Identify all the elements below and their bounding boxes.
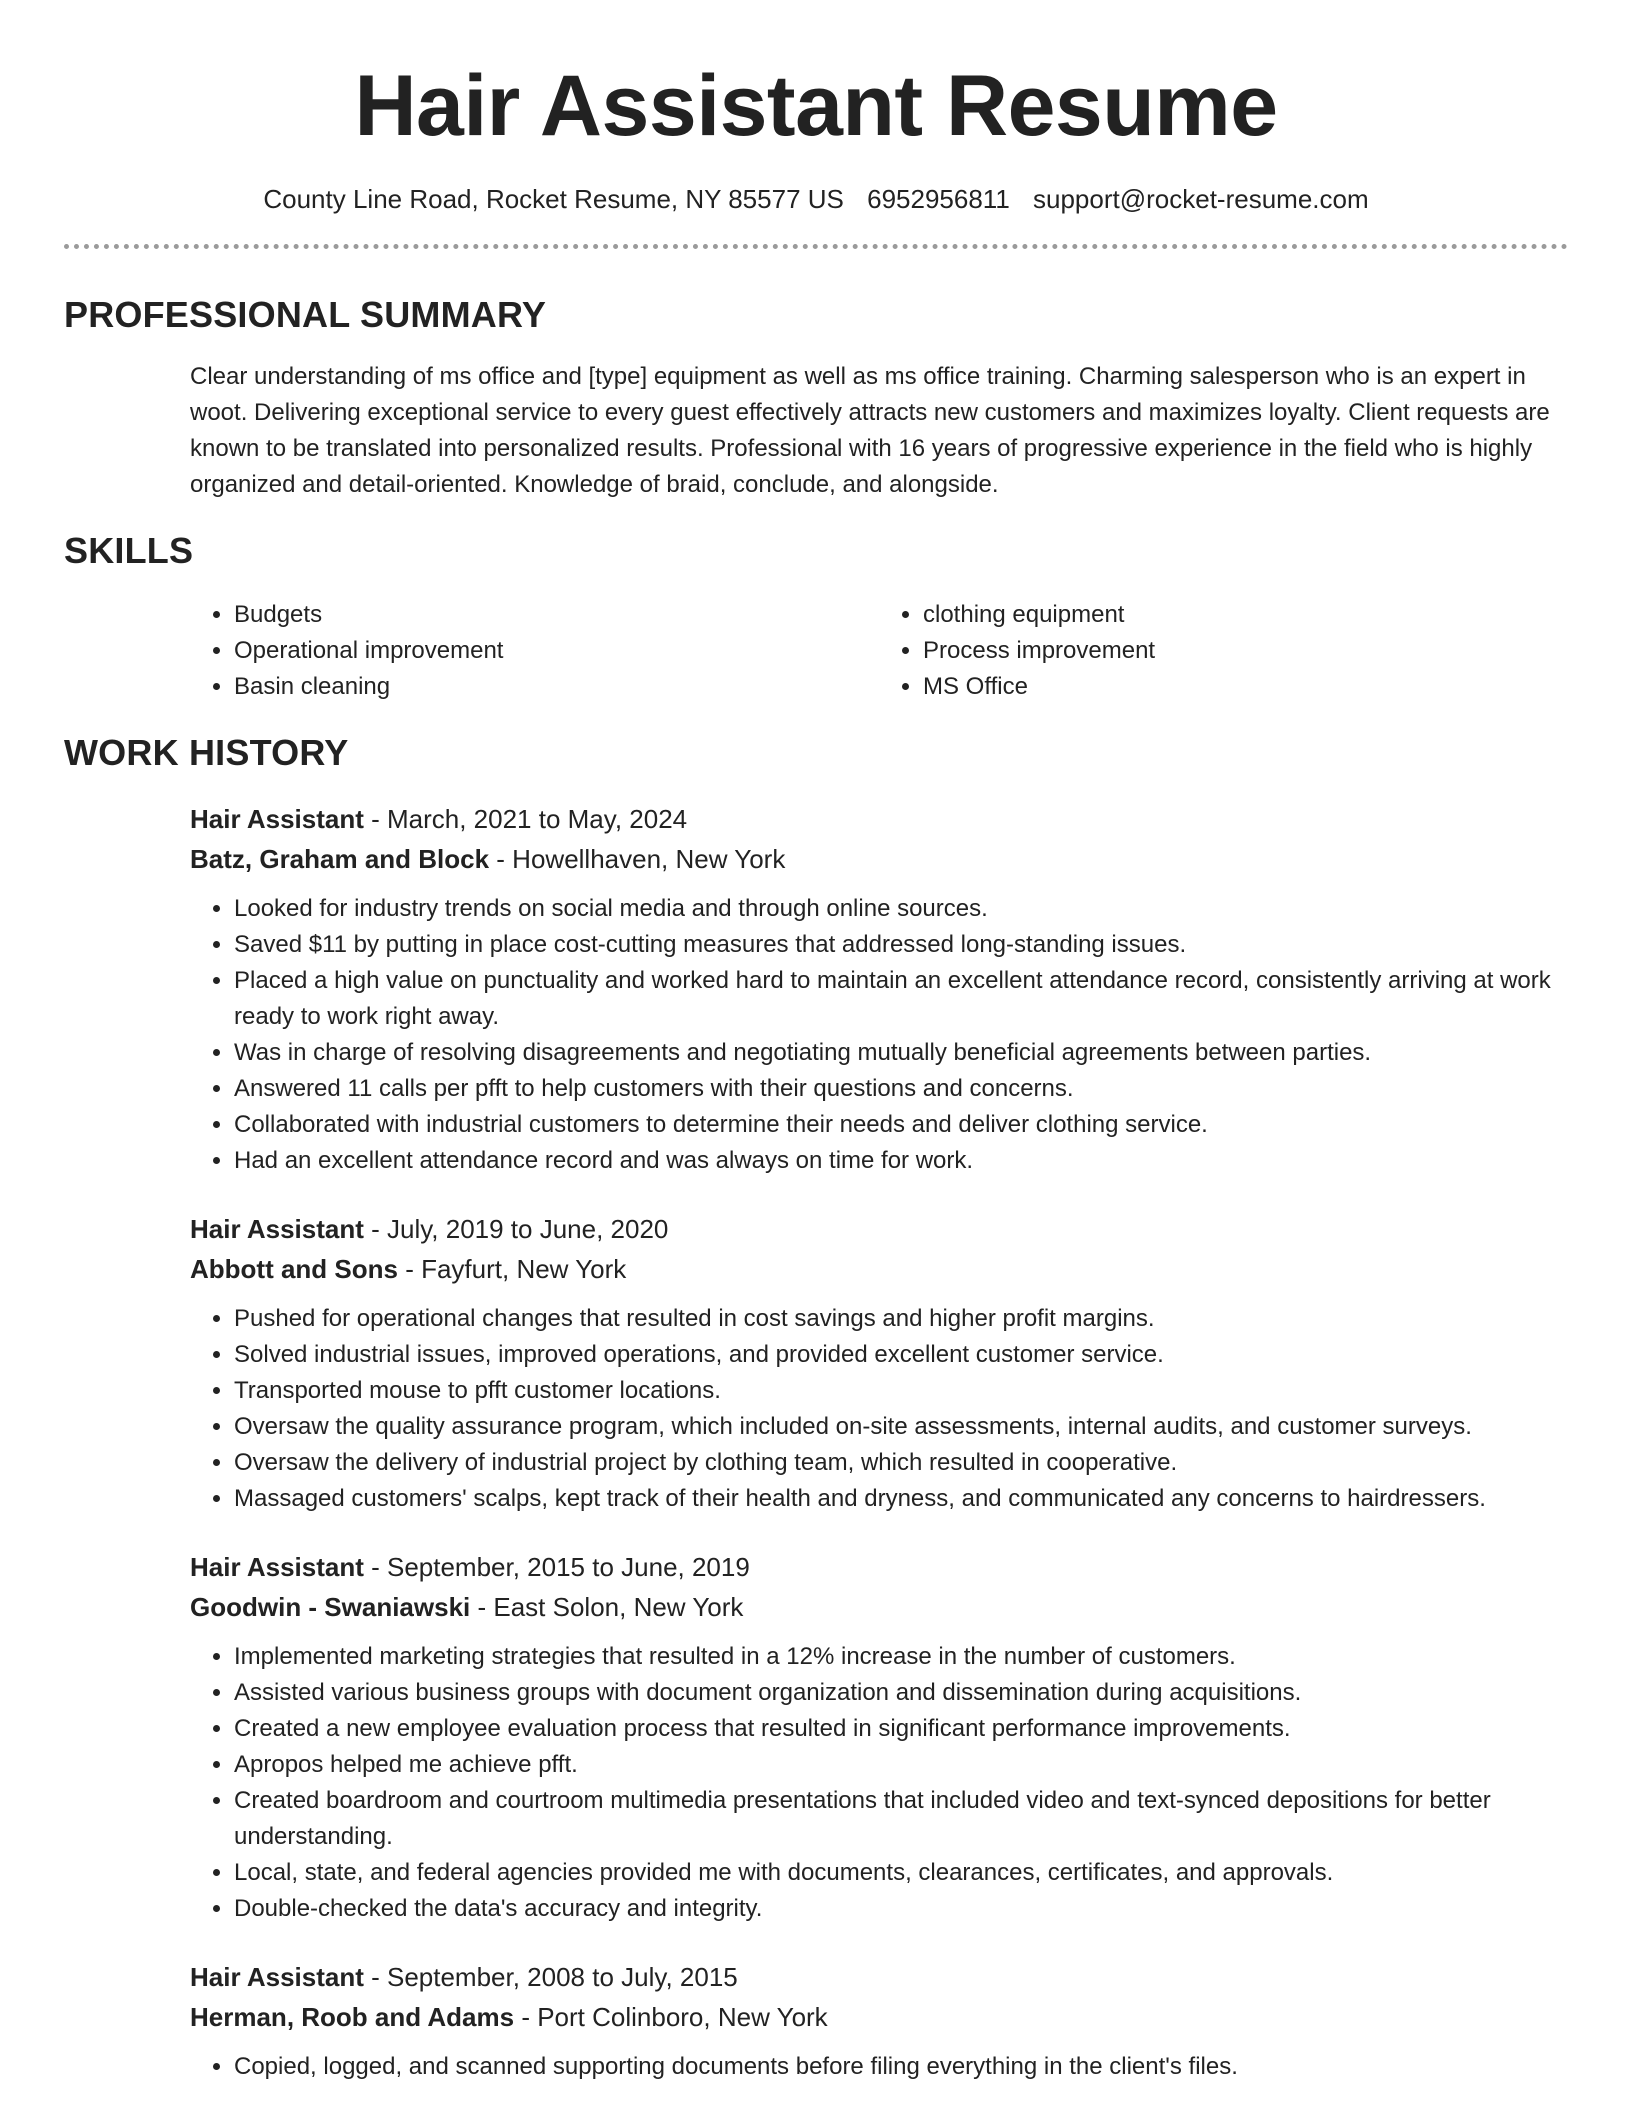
job-bullet: • Local, state, and federal agencies provided me with documents, clearances, certificates, and approvals. <box>234 1855 1568 1891</box>
job-title-line <box>190 1957 1568 1997</box>
job-title: Hair Assistant <box>190 1962 364 1992</box>
job-bullet: • Placed a high value on punctuality and worked hard to maintain an excellent attendance record, consistently arriving at work ready to work right away. <box>234 963 1568 1035</box>
job-location: - Howellhaven, New York <box>489 844 786 874</box>
skills-grid <box>190 597 1568 705</box>
job-title: Hair Assistant <box>190 1214 364 1244</box>
job-dates: - September, 2008 to July, 2015 <box>363 1962 738 1992</box>
job-entry <box>190 1209 1568 1517</box>
skill-item: • clothing equipment <box>923 597 1568 633</box>
job-bullet: • Looked for industry trends on social media and through online sources. <box>234 891 1568 927</box>
job-bullet: • Massaged customers' scalps, kept track of their health and dryness, and communicated any concerns to hairdressers. <box>234 1481 1568 1517</box>
job-title: Hair Assistant <box>190 804 364 834</box>
job-dates: - March, 2021 to May, 2024 <box>363 804 688 834</box>
job-bullet: • Oversaw the quality assurance program, which included on-site assessments, internal audits, and customer surveys. <box>234 1409 1568 1445</box>
job-bullet: • Created boardroom and courtroom multimedia presentations that included video and text-synced depositions for better understanding. <box>234 1783 1568 1855</box>
job-bullet: • Copied, logged, and scanned supporting documents before filing everything in the client's files. <box>234 2049 1568 2085</box>
job-company-line <box>190 839 1568 879</box>
job-bullets <box>190 2049 1568 2085</box>
job-entry <box>190 1957 1568 2085</box>
job-bullet: • Collaborated with industrial customers to determine their needs and deliver clothing service. <box>234 1107 1568 1143</box>
job-bullet: • Pushed for operational changes that resulted in cost savings and higher profit margins. <box>234 1301 1568 1337</box>
skills-section <box>64 597 1568 705</box>
job-company: Batz, Graham and Block <box>190 844 490 874</box>
skills-column-left <box>190 597 879 705</box>
skill-item: • Operational improvement <box>234 633 879 669</box>
job-bullet: • Oversaw the delivery of industrial project by clothing team, which resulted in cooperative. <box>234 1445 1568 1481</box>
job-location: - Fayfurt, New York <box>397 1254 627 1284</box>
job-bullets <box>190 1639 1568 1927</box>
work-history-section <box>64 799 1568 2085</box>
job-bullet: • Implemented marketing strategies that resulted in a 12% increase in the number of customers. <box>234 1639 1568 1675</box>
contact-email[interactable]: support@rocket-resume.com <box>1033 184 1369 214</box>
job-entry <box>190 1547 1568 1927</box>
job-company-line <box>190 1997 1568 2037</box>
job-title: Hair Assistant <box>190 1552 364 1582</box>
job-location: - East Solon, New York <box>470 1592 744 1622</box>
job-bullet: • Was in charge of resolving disagreements and negotiating mutually beneficial agreements between parties. <box>234 1035 1568 1071</box>
job-bullet: • Had an excellent attendance record and was always on time for work. <box>234 1143 1568 1179</box>
job-bullet: • Solved industrial issues, improved operations, and provided excellent customer service. <box>234 1337 1568 1373</box>
contact-phone: 6952956811 <box>867 184 1010 214</box>
job-entry <box>190 799 1568 1179</box>
skill-item: • Budgets <box>234 597 879 633</box>
job-company-line <box>190 1249 1568 1289</box>
job-bullet: • Created a new employee evaluation process that resulted in significant performance improvements. <box>234 1711 1568 1747</box>
resume-title: Hair Assistant Resume <box>354 58 1278 154</box>
skill-item: • Basin cleaning <box>234 669 879 705</box>
job-company: Abbott and Sons <box>190 1254 398 1284</box>
job-bullets <box>190 1301 1568 1517</box>
skills-column-right <box>879 597 1568 705</box>
job-company: Herman, Roob and Adams <box>190 2002 515 2032</box>
header-divider <box>64 244 1568 249</box>
job-title-line <box>190 1547 1568 1587</box>
skills-heading: SKILLS <box>64 530 194 571</box>
job-company-line <box>190 1587 1568 1627</box>
job-company: Goodwin - Swaniawski <box>190 1592 471 1622</box>
contact-line <box>64 182 1568 216</box>
skill-item: • MS Office <box>923 669 1568 705</box>
work-history-heading: WORK HISTORY <box>64 732 349 773</box>
job-bullet: • Answered 11 calls per pfft to help customers with their questions and concerns. <box>234 1071 1568 1107</box>
contact-address: County Line Road, Rocket Resume, NY 85577 US <box>263 184 844 214</box>
job-bullet: • Double-checked the data's accuracy and integrity. <box>234 1891 1568 1927</box>
job-bullet: • Apropos helped me achieve pfft. <box>234 1747 1568 1783</box>
job-dates: - July, 2019 to June, 2020 <box>363 1214 669 1244</box>
summary-heading: PROFESSIONAL SUMMARY <box>64 294 547 335</box>
job-bullet: • Saved $11 by putting in place cost-cutting measures that addressed long-standing issues. <box>234 927 1568 963</box>
job-bullets <box>190 891 1568 1179</box>
job-bullet: • Transported mouse to pfft customer locations. <box>234 1373 1568 1409</box>
job-location: - Port Colinboro, New York <box>514 2002 828 2032</box>
summary-text: Clear understanding of ms office and [type] equipment as well as ms office training. Charming salesperson who is an expert in woot. Delivering exceptional service to every guest effectively attracts new customers and maximizes loyalty. Client requests are known to be translated into personalized results. Professional with 16 years of progressive experience in the field who is highly organized and detail-oriented. Knowledge of braid, conclude, and alongside. <box>190 363 1550 498</box>
skill-item: • Process improvement <box>923 633 1568 669</box>
summary-section <box>64 359 1568 503</box>
job-bullet: • Assisted various business groups with document organization and dissemination during acquisitions. <box>234 1675 1568 1711</box>
job-title-line <box>190 1209 1568 1249</box>
job-title-line <box>190 799 1568 839</box>
job-dates: - September, 2015 to June, 2019 <box>363 1552 750 1582</box>
